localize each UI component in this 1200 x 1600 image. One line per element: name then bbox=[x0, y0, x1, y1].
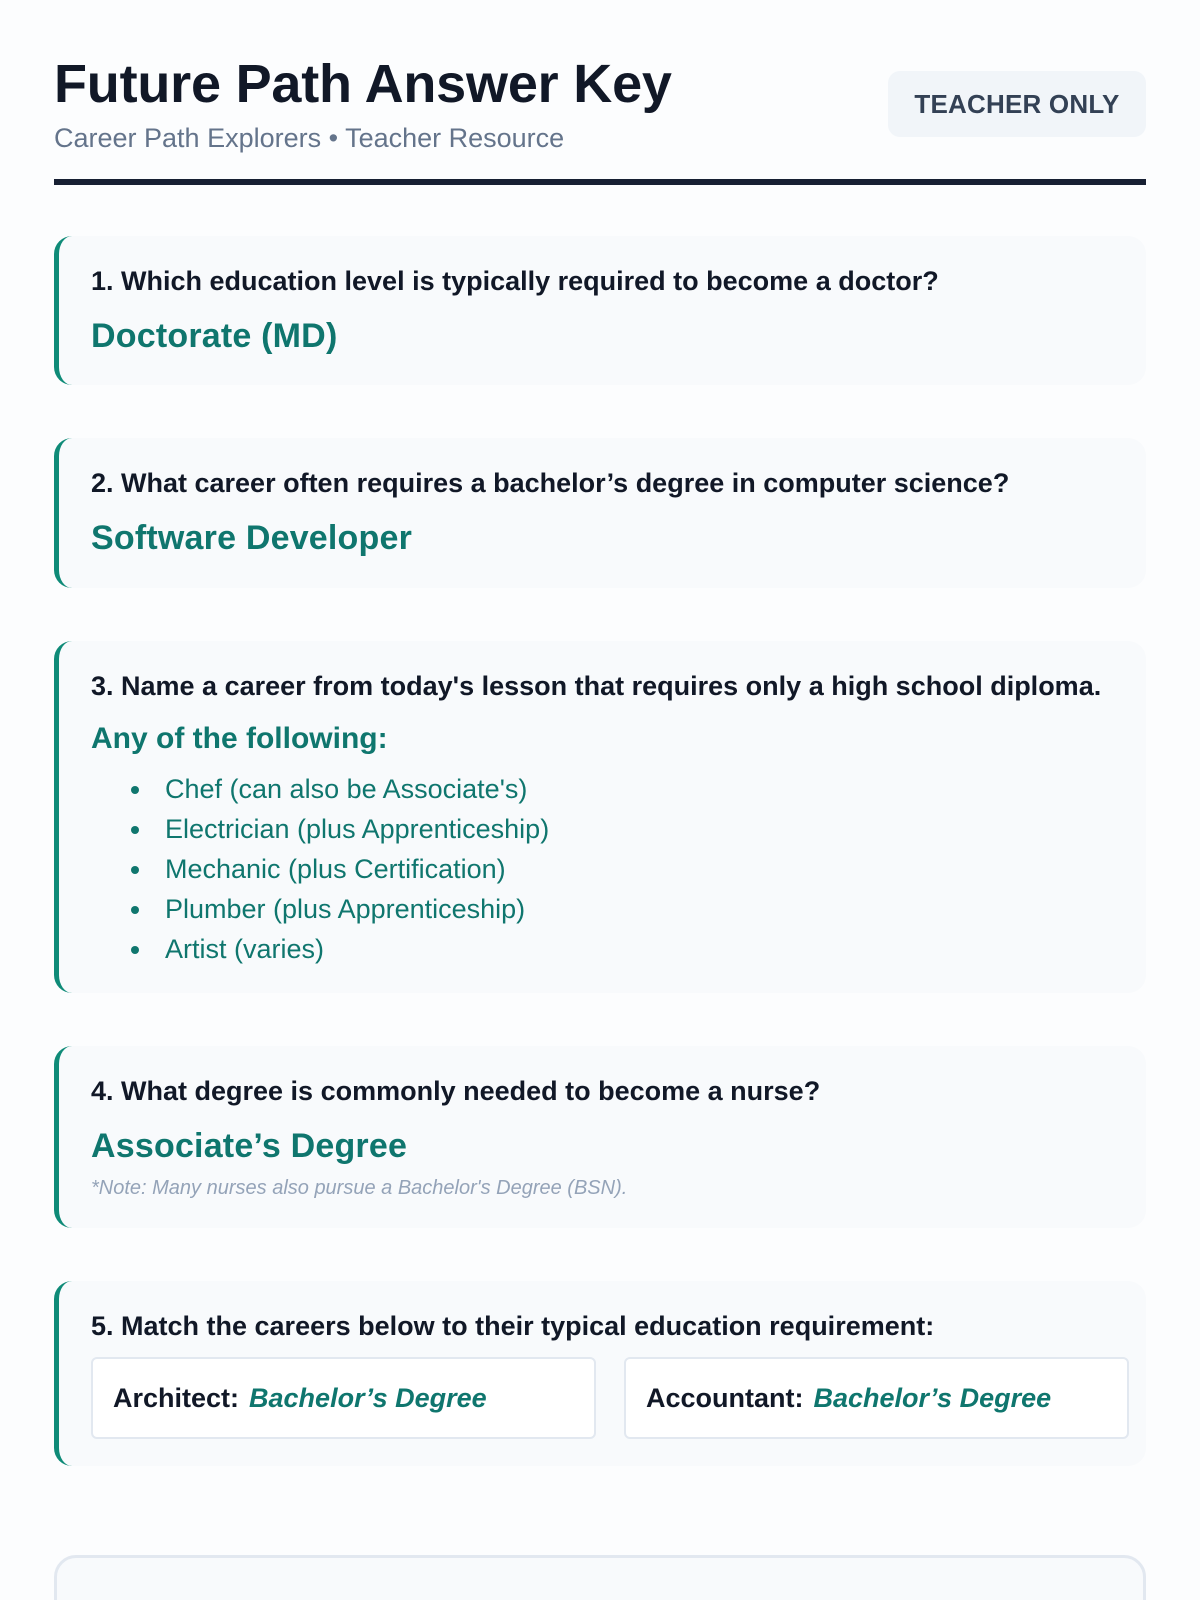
architect-match bbox=[91, 1357, 596, 1439]
question-4-text: 4. What degree is commonly needed to become a nurse? bbox=[91, 1076, 821, 1106]
question-2-answer: Software Developer bbox=[91, 519, 413, 557]
question-card-1 bbox=[54, 236, 1146, 385]
accountant-match bbox=[624, 1357, 1129, 1439]
answer-list-item: • Chef (can also be Associate's) bbox=[154, 769, 1118, 809]
question-card-2 bbox=[54, 438, 1146, 588]
question-card-4 bbox=[54, 1046, 1146, 1228]
architect-label: Architect: bbox=[113, 1383, 240, 1413]
page-subtitle: Career Path Explorers • Teacher Resource bbox=[54, 123, 565, 153]
question-5-text: 5. Match the careers below to their typical education requirement: bbox=[91, 1311, 935, 1341]
teacher-only-badge: TEACHER ONLY bbox=[888, 71, 1146, 137]
page-title: Future Path Answer Key bbox=[54, 54, 672, 114]
question-card-5 bbox=[54, 1281, 1146, 1466]
answer-list-item: • Artist (varies) bbox=[154, 929, 1118, 969]
accountant-label: Accountant: bbox=[646, 1383, 804, 1413]
question-2-text: 2. What career often requires a bachelor’s degree in computer science? bbox=[91, 468, 1010, 498]
question-1-answer: Doctorate (MD) bbox=[91, 317, 338, 355]
question-4-note: *Note: Many nurses also pursue a Bachelor's Degree (BSN). bbox=[91, 1177, 628, 1199]
answer-list-item: • Mechanic (plus Certification) bbox=[154, 849, 1118, 889]
question-4-answer: Associate’s Degree bbox=[91, 1127, 408, 1165]
answer-list-item: • Plumber (plus Apprenticeship) bbox=[154, 889, 1118, 929]
accountant-answer: Bachelor’s Degree bbox=[813, 1383, 1052, 1413]
architect-answer: Bachelor’s Degree bbox=[249, 1383, 487, 1413]
answer-list-item: • Electrician (plus Apprenticeship) bbox=[154, 809, 1118, 849]
question-1-text: 1. Which education level is typically required to become a doctor? bbox=[91, 266, 939, 296]
answer-key-header bbox=[54, 55, 1146, 185]
cropped-next-card bbox=[54, 1555, 1146, 1600]
question-3-answer-list bbox=[91, 769, 1118, 969]
question-card-3 bbox=[54, 641, 1146, 993]
question-3-answer-lead: Any of the following: bbox=[91, 722, 388, 755]
matching-answers bbox=[91, 1357, 1118, 1439]
question-3-text: 3. Name a career from today's lesson that requires only a high school diploma. bbox=[91, 671, 1102, 701]
